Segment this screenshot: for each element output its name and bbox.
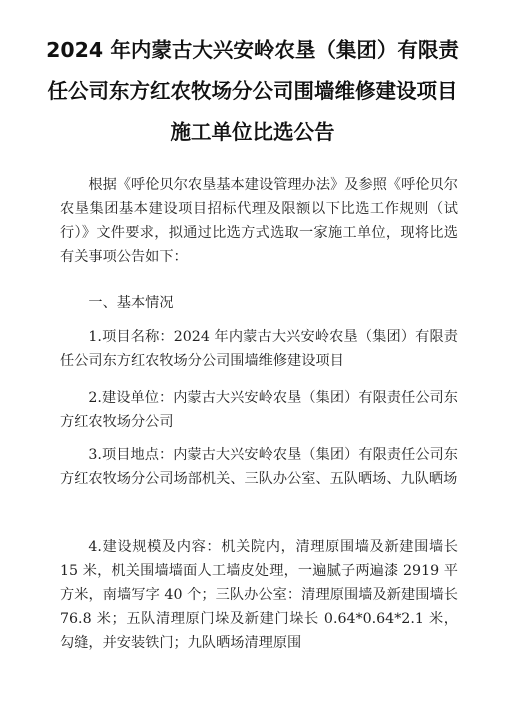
item-construction-unit: 2.建设单位：内蒙古大兴安岭农垦（集团）有限责任公司东方红农牧场分公司 [60, 390, 458, 430]
item-project-location: 3.项目地点：内蒙古大兴安岭农垦（集团）有限责任公司东方红农牧场分公司场部机关、三队办公室、五队晒场、九队晒场 [60, 447, 458, 487]
document-title: 2024 年内蒙古大兴安岭农垦（集团）有限责任公司东方红农牧场分公司围墙维修建设项目施工单位比选公告 [46, 38, 459, 144]
item-project-name: 1.项目名称：2024 年内蒙古大兴安岭农垦（集团）有限责任公司东方红农牧场分公司围墙维修建设项目 [60, 329, 458, 369]
section-heading-basic-info: 一、基本情况 [88, 295, 174, 311]
item-scale-and-content: 4.建设规模及内容：机关院内，清理原围墙及新建围墙长 15 米，机关围墙墙面人工墙皮处理，一遍腻子两遍漆 2919 平方米，南墙写字 40 个；三队办公室：清理原围墙及新建围墙长 76.8 米；五队清理原门垛及新建门垛长 0.64*0.64*2.1 米，勾缝，并安装铁门；九队晒场清理原围 [60, 539, 458, 651]
intro-paragraph: 根据《呼伦贝尔农垦基本建设管理办法》及参照《呼伦贝尔农垦集团基本建设项目招标代理及限额以下比选工作规则（试行）》文件要求，拟通过比选方式选取一家施工单位，现将比选有关事项公告如下： [60, 177, 458, 265]
